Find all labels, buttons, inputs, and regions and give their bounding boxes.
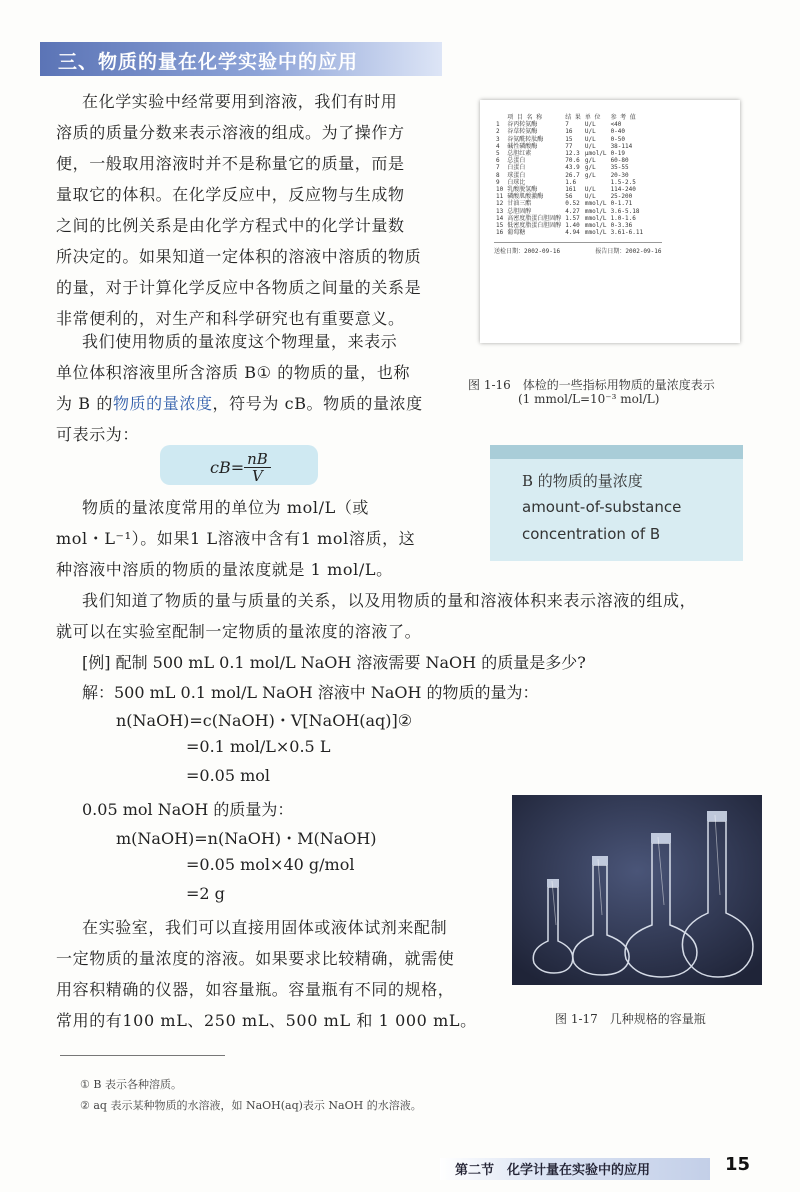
- intro-line: 的量，对于计算化学反应中各物质之间量的关系是: [56, 278, 422, 297]
- table-cell: 1.40: [565, 222, 580, 230]
- intro-line: 溶质的质量分数来表示溶液的组成。为了操作方: [56, 123, 405, 142]
- formula-numerator: nB: [244, 451, 271, 468]
- example-question: [例] 配制 500 mL 0.1 mol/L NaOH 溶液需要 NaOH 的质量是多少?: [82, 653, 586, 672]
- table-cell: 谷氨酰转肽酶: [507, 135, 544, 143]
- term-chinese: B 的物质的量浓度: [522, 472, 643, 490]
- table-cell: 0-3.36: [610, 222, 633, 230]
- term-english-line: concentration of B: [522, 525, 661, 543]
- term-box-header-strip: [490, 445, 743, 459]
- equation-line: =0.05 mol: [186, 766, 271, 785]
- table-cell: 乳酸脱氢酶: [507, 186, 538, 194]
- table-cell: 15: [565, 135, 573, 143]
- table-cell: 7: [565, 121, 569, 129]
- table-cell: 4.27: [565, 207, 580, 215]
- table-cell: 10: [496, 186, 504, 194]
- table-cell: 谷草转氨酶: [507, 128, 538, 136]
- example-solution-intro: 解：500 mL 0.1 mol/L NaOH 溶液中 NaOH 的物质的量为：: [82, 683, 539, 702]
- equation-line: m(NaOH)=n(NaOH)・M(NaOH): [116, 829, 377, 848]
- table-cell: 甘油三酯: [507, 200, 532, 208]
- table-row: [494, 136, 645, 143]
- table-cell: 114-240: [610, 186, 636, 194]
- lab-report-figure: [480, 100, 740, 343]
- unit-line: mol・L⁻¹）。如果1 L溶液中含有1 mol溶质，这: [56, 529, 416, 548]
- table-cell: 20-30: [610, 171, 629, 179]
- table-cell: 77: [565, 142, 573, 150]
- definition-text: ，符号为 cB。物质的量浓度: [212, 394, 423, 413]
- concentration-formula: [210, 451, 271, 484]
- table-cell: 谷丙转氨酶: [507, 121, 538, 129]
- table-cell: 1.6: [565, 178, 577, 186]
- table-cell: 11: [496, 193, 504, 201]
- table-row: [494, 172, 645, 179]
- table-header: 结 果: [565, 114, 581, 121]
- table-cell: mmol/L: [584, 222, 607, 230]
- table-cell: 12: [496, 200, 504, 208]
- table-header: 项 目 名 称: [507, 114, 543, 121]
- table-cell: 8: [496, 171, 500, 179]
- equation-line: =2 g: [186, 884, 225, 903]
- key-term: 物质的量浓度: [112, 394, 213, 413]
- table-cell: 高密度脂蛋白胆固醇: [507, 214, 562, 222]
- report-date: 报告日期：2002-09-16: [595, 248, 662, 256]
- formula-lhs: cB=: [210, 458, 245, 477]
- table-cell: g/L: [584, 171, 596, 179]
- table-row: [494, 208, 645, 215]
- table-cell: 1: [496, 121, 500, 129]
- table-cell: μmol/L: [584, 150, 607, 158]
- table-cell: 4: [496, 142, 500, 150]
- equation-line: =0.05 mol×40 g/mol: [186, 855, 355, 874]
- table-cell: 9: [496, 178, 500, 186]
- table-cell: 26.7: [565, 171, 580, 179]
- definition-line: 我们使用物质的量浓度这个物理量，来表示: [82, 332, 398, 351]
- table-cell: 白蛋白: [507, 164, 526, 172]
- chapter-footer: 第二节 化学计量在实验中的应用: [455, 1163, 651, 1178]
- flasks-illustration: [512, 795, 762, 985]
- table-cell: <40: [610, 121, 622, 129]
- table-row: [494, 143, 645, 150]
- table-cell: 14: [496, 214, 504, 222]
- table-cell: U/L: [584, 135, 596, 143]
- lab-line: 在实验室，我们可以直接用固体或液体试剂来配制: [82, 918, 448, 937]
- lab-paragraph: [56, 912, 501, 1036]
- table-cell: U/L: [584, 121, 596, 129]
- table-cell: 25-200: [610, 193, 633, 201]
- definition-line: 可表示为：: [56, 425, 140, 444]
- table-cell: 0-1.71: [610, 200, 633, 208]
- table-cell: g/L: [584, 157, 596, 165]
- table-cell: 35-55: [610, 164, 629, 172]
- footnote: ② aq 表示某种物质的水溶液，如 NaOH(aq)表示 NaOH 的水溶液。: [80, 1099, 422, 1112]
- table-cell: 1.0-1.6: [610, 214, 636, 222]
- lab-report-table: [494, 114, 645, 236]
- table-cell: 低密度脂蛋白胆固醇: [507, 222, 562, 230]
- lab-report-table-wrap: [494, 114, 662, 255]
- table-cell: 43.9: [565, 164, 580, 172]
- footnote-divider: [60, 1055, 225, 1056]
- wide-line: 就可以在实验室配制一定物质的量浓度的溶液了。: [56, 622, 422, 641]
- intro-line: 便，一般取用溶液时并不是称量它的质量，而是: [56, 154, 405, 173]
- intro-line: 非常便利的，对生产和科学研究也有重要意义。: [56, 309, 405, 328]
- table-row: [494, 229, 645, 236]
- table-cell: 56: [565, 193, 573, 201]
- table-cell: 球蛋白: [507, 171, 526, 179]
- table-cell: 0-50: [610, 135, 626, 143]
- definition-line-3: [56, 388, 456, 419]
- wide-paragraph: [56, 585, 776, 647]
- intro-paragraph: [56, 86, 456, 334]
- table-cell: g/L: [584, 164, 596, 172]
- table-cell: 白球比: [507, 178, 526, 186]
- example-mass-intro: 0.05 mol NaOH 的质量为：: [82, 800, 294, 819]
- intro-line: 所决定的。如果知道一定体积的溶液中溶质的物质: [56, 247, 422, 266]
- table-cell: mmol/L: [584, 229, 607, 237]
- table-cell: 70.6: [565, 157, 580, 165]
- table-row: [494, 128, 645, 135]
- table-cell: 总蛋白: [507, 157, 526, 165]
- unit-line: 种溶液中溶质的物质的量浓度就是 1 mol/L。: [56, 560, 393, 579]
- table-cell: 磷酸肌酸激酶: [507, 193, 544, 201]
- table-cell: 0-19: [610, 150, 626, 158]
- table-cell: 12.3: [565, 150, 580, 158]
- table-row: [494, 179, 645, 186]
- table-cell: 0-40: [610, 128, 626, 136]
- volumetric-flasks-photo: [512, 795, 762, 985]
- formula-fraction: [244, 451, 271, 484]
- unit-paragraph: [56, 492, 456, 585]
- intro-line: 之间的比例关系是由化学方程式中的化学计量数: [56, 216, 405, 235]
- table-row: [494, 215, 645, 222]
- table-cell: 3: [496, 135, 500, 143]
- table-cell: 3.61-6.11: [610, 229, 644, 237]
- table-cell: 1.57: [565, 214, 580, 222]
- table-cell: 7: [496, 164, 500, 172]
- wide-line: 我们知道了物质的量与质量的关系，以及用物质的量和溶液体积来表示溶液的组成，: [82, 591, 697, 610]
- table-cell: 6: [496, 157, 500, 165]
- table-cell: 161: [565, 186, 577, 194]
- term-english-line: amount-of-substance: [522, 498, 682, 516]
- table-cell: 2: [496, 128, 500, 136]
- lab-line: 常用的有100 mL、250 mL、500 mL 和 1 000 mL。: [56, 1011, 477, 1030]
- definition-paragraph: [56, 326, 456, 450]
- footnote: ① B 表示各种溶质。: [80, 1078, 182, 1091]
- unit-line: 物质的量浓度常用的单位为 mol/L（或: [82, 498, 370, 517]
- figure-1-16-caption-note: (1 mmol/L=10⁻³ mol/L): [518, 392, 660, 406]
- table-cell: U/L: [584, 186, 596, 194]
- table-cell: 总胆红素: [507, 150, 532, 158]
- table-cell: mmol/L: [584, 207, 607, 215]
- table-cell: [583, 179, 609, 186]
- equation-line: n(NaOH)=c(NaOH)・V[NaOH(aq)]②: [116, 711, 413, 730]
- table-cell: 1.5-2.5: [610, 178, 636, 186]
- lab-line: 用容积精确的仪器，如容量瓶。容量瓶有不同的规格，: [56, 980, 455, 999]
- table-row: [494, 200, 645, 207]
- figure-1-17-caption: 图 1-17 几种规格的容量瓶: [555, 1012, 706, 1026]
- table-cell: 0.52: [565, 200, 580, 208]
- table-cell: 总胆固醇: [507, 207, 532, 215]
- table-cell: 16: [496, 229, 504, 237]
- table-cell: 16: [565, 128, 573, 136]
- table-cell: U/L: [584, 193, 596, 201]
- table-cell: 葡萄糖: [507, 229, 526, 237]
- lab-line: 一定物质的量浓度的溶液。如果要求比较精确，就需使: [56, 949, 455, 968]
- table-cell: 4.94: [565, 229, 580, 237]
- table-header: 单 位: [584, 114, 601, 121]
- table-cell: 15: [496, 222, 504, 230]
- page-number: 15: [725, 1154, 751, 1175]
- table-cell: 38-114: [610, 142, 633, 150]
- formula-denominator: V: [252, 467, 263, 485]
- intro-line: 量取它的体积。在化学反应中，反应物与生成物: [56, 185, 405, 204]
- equation-line: =0.1 mol/L×0.5 L: [186, 737, 331, 756]
- table-cell: 5: [496, 150, 500, 158]
- intro-line: 在化学实验中经常要用到溶液，我们有时用: [82, 92, 398, 111]
- table-cell: U/L: [584, 128, 596, 136]
- definition-line: 单位体积溶液里所含溶质 B① 的物质的量，也称: [56, 363, 411, 382]
- table-cell: 13: [496, 207, 504, 215]
- table-header: 参 考 值: [610, 114, 636, 121]
- table-cell: 碱性磷酸酶: [507, 142, 538, 150]
- lab-report-footer: [494, 242, 662, 255]
- table-header: [494, 114, 505, 121]
- table-cell: mmol/L: [584, 200, 607, 208]
- definition-text: 为 B 的: [56, 394, 113, 413]
- table-cell: mmol/L: [584, 214, 607, 222]
- figure-1-16-caption: 图 1-16 体检的一些指标用物质的量浓度表示: [468, 378, 715, 392]
- table-cell: U/L: [584, 142, 596, 150]
- table-row: [494, 164, 645, 171]
- submit-date: 送检日期：2002-09-16: [494, 248, 561, 256]
- table-cell: 60-80: [610, 157, 629, 165]
- section-title: 三、物质的量在化学实验中的应用: [58, 51, 359, 73]
- table-cell: 3.6-5.18: [610, 207, 640, 215]
